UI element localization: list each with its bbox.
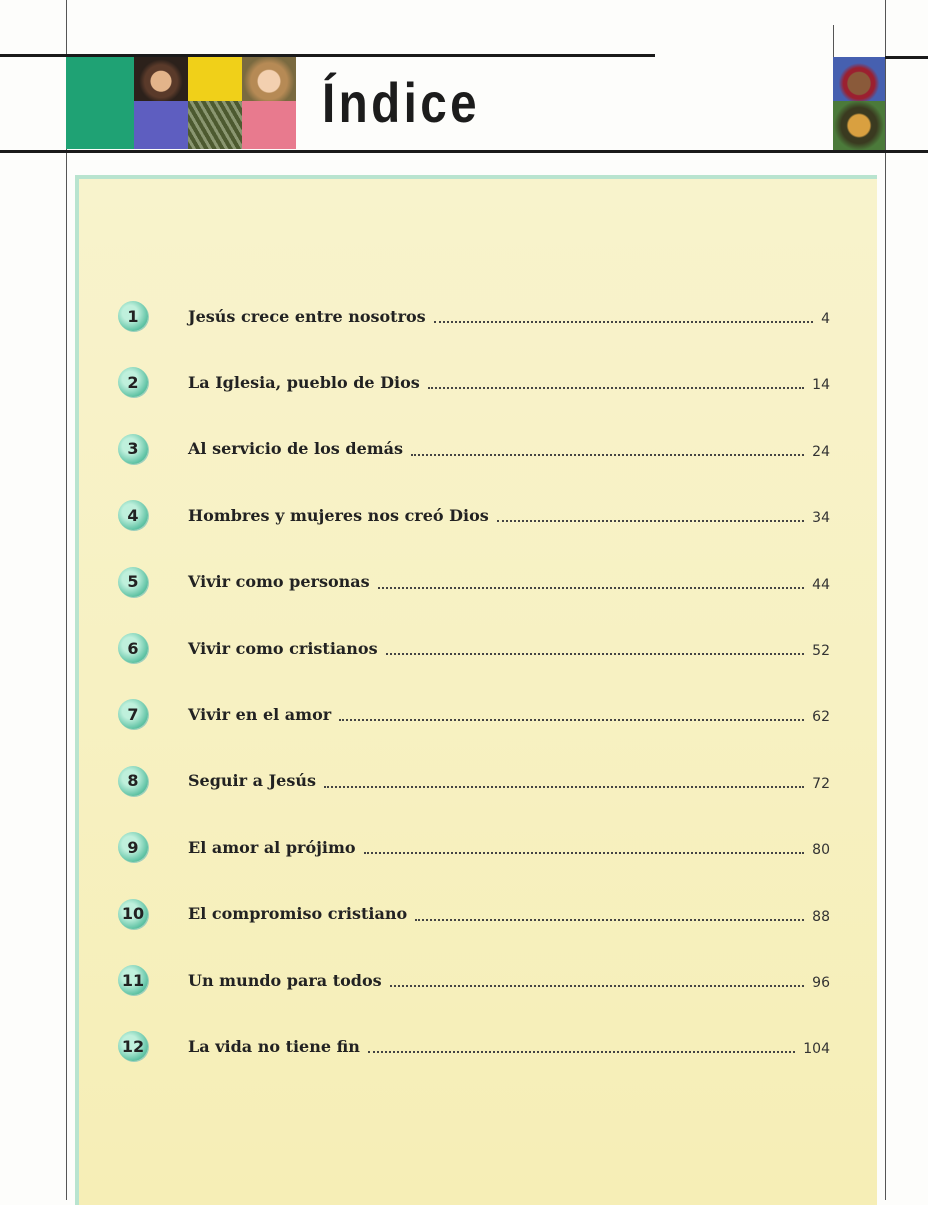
- chapter-number-badge: 3: [118, 434, 148, 464]
- chapter-title: La Iglesia, pueblo de Dios: [188, 372, 420, 392]
- page-number: 62: [812, 709, 830, 726]
- margin-line-right: [885, 0, 886, 1200]
- page-title: Índice: [322, 71, 480, 134]
- dot-leader: [390, 985, 805, 987]
- margin-line-left: [66, 0, 67, 1200]
- chapter-title: Vivir como personas: [188, 572, 370, 592]
- chapter-title: Hombres y mujeres nos creó Dios: [188, 505, 489, 525]
- dot-leader: [378, 587, 805, 589]
- chapter-title: Al servicio de los demás: [188, 439, 404, 459]
- toc-entry[interactable]: [118, 434, 830, 464]
- toc-entry[interactable]: [118, 500, 830, 530]
- dot-leader: [497, 520, 804, 522]
- chapter-title: Vivir como cristianos: [188, 638, 378, 658]
- photo-texture: [188, 101, 242, 149]
- dot-leader: [415, 919, 804, 921]
- chapter-number-badge: 5: [118, 567, 148, 597]
- chapter-number-badge: 2: [118, 367, 148, 397]
- chapter-title: Un mundo para todos: [188, 970, 382, 990]
- tile-yellow: [188, 57, 242, 101]
- page-number: 14: [812, 377, 830, 394]
- chapter-number-badge: 12: [118, 1031, 148, 1061]
- dot-leader: [368, 1051, 795, 1053]
- page-number: 72: [812, 775, 830, 792]
- chapter-title: La vida no tiene fin: [188, 1036, 360, 1056]
- toc-entry[interactable]: [118, 367, 830, 397]
- chapter-title: Seguir a Jesús: [188, 771, 316, 791]
- chapter-number-badge: 8: [118, 766, 148, 796]
- tile-green: [66, 57, 134, 149]
- photo-woman: [833, 101, 885, 150]
- page-number: 24: [812, 443, 830, 460]
- toc-entry[interactable]: [118, 766, 830, 796]
- toc-entry[interactable]: [118, 633, 830, 663]
- toc-entry[interactable]: [118, 965, 830, 995]
- dot-leader: [339, 719, 804, 721]
- photo-girl: [242, 57, 296, 101]
- chapter-number-badge: 11: [118, 965, 148, 995]
- dot-leader: [324, 786, 804, 788]
- toc-entry[interactable]: [118, 301, 830, 331]
- page-number: 80: [812, 842, 830, 859]
- photo-child: [134, 57, 188, 101]
- page-number: 96: [812, 975, 830, 991]
- page-number: 44: [812, 576, 830, 593]
- page-number: 104: [803, 1041, 830, 1058]
- toc-entry[interactable]: [118, 1031, 830, 1061]
- dot-leader: [364, 852, 805, 854]
- chapter-title: El amor al prójimo: [188, 837, 356, 857]
- chapter-number-badge: 7: [118, 699, 148, 729]
- toc-entry[interactable]: [118, 699, 830, 729]
- dot-leader: [386, 653, 805, 655]
- tile-blue: [134, 101, 188, 149]
- photo-man: [833, 57, 885, 101]
- chapter-title: Jesús crece entre nosotros: [188, 306, 426, 326]
- chapter-number-badge: 9: [118, 832, 148, 862]
- page-number: 88: [812, 908, 830, 925]
- chapter-number-badge: 4: [118, 500, 148, 530]
- header-rule-top-right: [885, 56, 928, 59]
- chapter-number-badge: 10: [118, 899, 148, 929]
- chapter-title: Vivir en el amor: [188, 704, 332, 724]
- toc-entry[interactable]: [118, 567, 830, 597]
- dot-leader: [411, 454, 804, 456]
- chapter-title: El compromiso cristiano: [188, 904, 408, 924]
- chapter-number-badge: 6: [118, 633, 148, 663]
- page-number: 4: [821, 311, 830, 327]
- page-number: 52: [812, 643, 830, 659]
- page-number: 34: [812, 510, 830, 527]
- toc-entry[interactable]: [118, 832, 830, 862]
- header-rule-bottom: [0, 150, 928, 153]
- chapter-number-badge: 1: [118, 301, 148, 331]
- dot-leader: [434, 321, 813, 323]
- toc-entry[interactable]: [118, 899, 830, 929]
- tile-pink: [242, 101, 296, 149]
- dot-leader: [428, 387, 804, 389]
